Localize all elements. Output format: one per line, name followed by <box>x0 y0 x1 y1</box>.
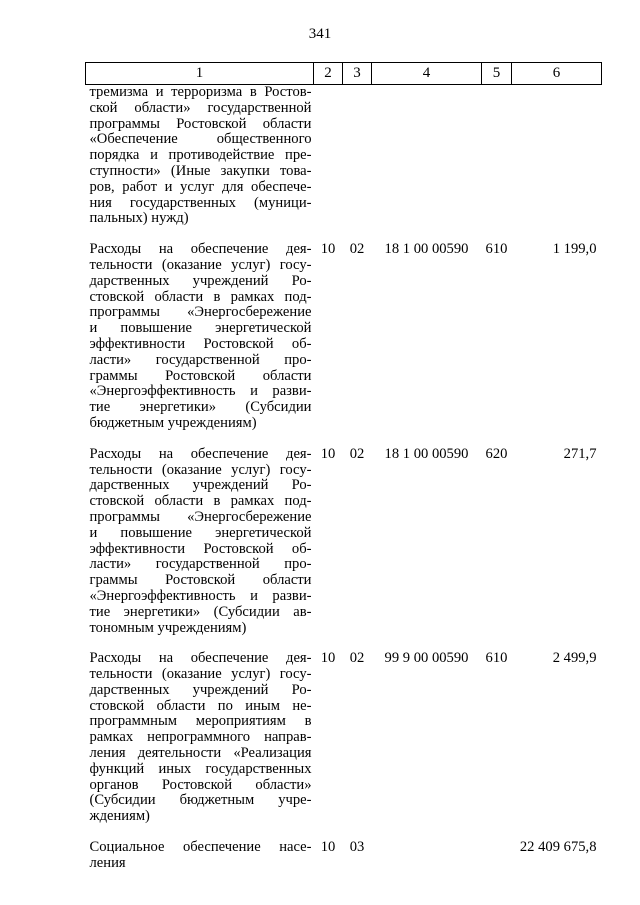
description-line: Расходы на обеспечение дея- <box>89 650 312 667</box>
description-line: дарственных учреждений Ро- <box>89 272 312 289</box>
description-line: стовской области в рамках под- <box>89 493 312 510</box>
header-col-6: 6 <box>512 63 602 85</box>
description-line: тономным учреждениям) <box>89 619 247 636</box>
expense-type-code: 610 <box>485 241 508 258</box>
description-line: ждениям) <box>89 808 150 825</box>
table-row <box>86 85 602 243</box>
header-col-4: 4 <box>372 63 482 85</box>
description-line: «Энергоэффективность и разви- <box>89 383 312 400</box>
header-col-5: 5 <box>482 63 512 85</box>
description-line: дарственных учреждений Ро- <box>89 477 312 494</box>
description-line: ласти» государственной про- <box>89 556 312 573</box>
budget-table <box>85 62 602 887</box>
description-line: Социальное обеспечение насе- <box>89 839 312 856</box>
description-line: стовской области по иным не- <box>89 697 312 714</box>
description-line: «Обеспечение общественного <box>89 131 312 148</box>
description-line: дарственных учреждений Ро- <box>89 681 312 698</box>
subsection-code: 02 <box>349 445 365 462</box>
header-col-1: 1 <box>86 63 314 85</box>
target-article-code: 18 1 00 00590 <box>384 445 469 462</box>
description-line: ления <box>89 854 126 871</box>
description-line: «Энергоэффективность и разви- <box>89 587 312 604</box>
description-line: программы Ростовской области <box>89 115 312 132</box>
target-article-code <box>372 840 482 887</box>
subsection-code: 02 <box>349 650 365 667</box>
description-line: ласти» государственной про- <box>89 351 312 368</box>
row-description <box>86 840 314 887</box>
amount-value: 1 199,0 <box>552 241 597 258</box>
table-row <box>86 840 602 887</box>
row-description <box>86 242 314 447</box>
description-line: ской области» государственной <box>89 99 312 116</box>
row-description <box>86 447 314 652</box>
description-line: пальных) нужд) <box>89 210 189 227</box>
row-description <box>86 85 314 243</box>
header-col-3: 3 <box>343 63 372 85</box>
description-line: тремизма и терроризма в Ростов- <box>89 84 312 100</box>
description-line: тельности (оказание услуг) госу- <box>89 666 312 683</box>
subsection-code: 02 <box>349 241 365 258</box>
description-line: программным мероприятиям в <box>89 713 312 730</box>
description-line: тельности (оказание услуг) госу- <box>89 256 312 273</box>
description-line: граммы Ростовской области <box>89 367 312 384</box>
header-col-2: 2 <box>314 63 343 85</box>
page-number: 341 <box>308 26 332 42</box>
section-code: 10 <box>320 839 336 856</box>
description-line: стовской области в рамках под- <box>89 288 312 305</box>
target-article-code <box>372 85 482 243</box>
description-line: (Субсидии бюджетным учре- <box>89 792 312 809</box>
description-line: тельности (оказание услуг) госу- <box>89 461 312 478</box>
table-row <box>86 242 602 447</box>
section-code: 10 <box>320 650 336 667</box>
description-line: программы «Энергосбережение <box>89 304 312 321</box>
description-line: программы «Энергосбережение <box>89 508 312 525</box>
description-line: ния государственных (муници- <box>89 194 312 211</box>
expense-type-code <box>482 840 512 887</box>
header-row <box>86 63 602 85</box>
subsection-code <box>343 85 372 243</box>
section-code: 10 <box>320 445 336 462</box>
description-line: эффективности Ростовской об- <box>89 335 312 352</box>
description-line: эффективности Ростовской об- <box>89 540 312 557</box>
description-line: бюджетным учреждениям) <box>89 414 257 431</box>
description-line: граммы Ростовской области <box>89 572 312 589</box>
expense-type-code: 620 <box>485 445 508 462</box>
section-code <box>314 85 343 243</box>
description-line: рамках непрограммного направ- <box>89 729 312 746</box>
expense-type-code <box>482 85 512 243</box>
description-line: тие энергетики» (Субсидии ав- <box>89 603 312 620</box>
description-line: органов Ростовской области» <box>89 776 312 793</box>
description-line: ления деятельности «Реализация <box>89 745 312 762</box>
description-line: Расходы на обеспечение дея- <box>89 241 312 258</box>
target-article-code: 99 9 00 00590 <box>384 650 469 667</box>
row-description <box>86 651 314 840</box>
amount-value: 271,7 <box>563 445 597 462</box>
description-line: и повышение энергетической <box>89 524 312 541</box>
description-line: тие энергетики» (Субсидии <box>89 399 312 416</box>
table-row <box>86 651 602 840</box>
table-row <box>86 447 602 652</box>
description-line: ступности» (Иные закупки това- <box>89 162 312 179</box>
amount-value: 22 409 675,8 <box>519 839 597 856</box>
section-code: 10 <box>320 241 336 258</box>
expense-type-code: 610 <box>485 650 508 667</box>
description-line: функций иных государственных <box>89 760 312 777</box>
description-line: порядка и противодействие пре- <box>89 147 312 164</box>
target-article-code: 18 1 00 00590 <box>384 241 469 258</box>
subsection-code: 03 <box>349 839 365 856</box>
amount-value <box>512 85 602 243</box>
description-line: и повышение энергетической <box>89 320 312 337</box>
description-line: Расходы на обеспечение дея- <box>89 445 312 462</box>
amount-value: 2 499,9 <box>552 650 597 667</box>
description-line: ров, работ и услуг для обеспече- <box>89 178 312 195</box>
